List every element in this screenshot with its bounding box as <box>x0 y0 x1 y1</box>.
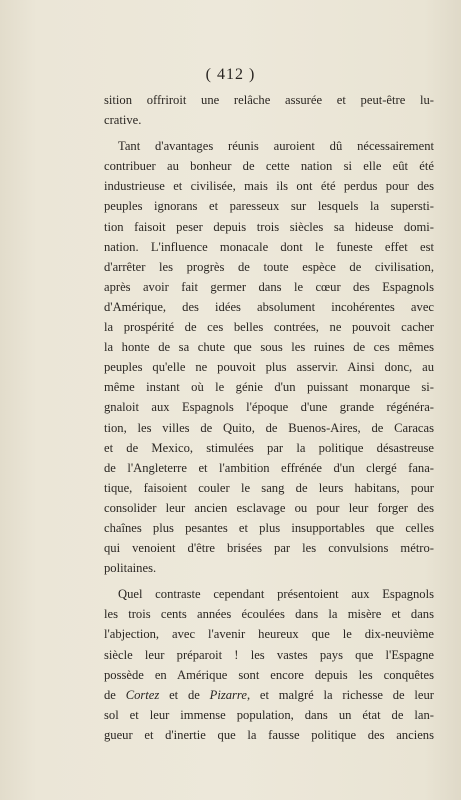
text-line: et de Mexico, stimulées par la politique désastreuse <box>104 440 434 455</box>
text-line: la prospérité de ces belles contrées, ne pouvoit cacher <box>104 320 434 335</box>
page-number: ( 412 ) <box>205 66 256 83</box>
text-line: sition offriroit une relâche assurée et peut-être lu- <box>104 93 434 107</box>
text-line: peuples ignorans et paresseux sur lesquels la supersti- <box>104 199 434 214</box>
text-line: possède en Amérique sont encore depuis les conquêtes <box>104 667 434 682</box>
text-line: tique, faisoient couler le sang de leurs habitans, pour <box>104 480 434 495</box>
text-line: après avoir fait germer dans le cœur des Espagnols <box>104 279 434 294</box>
text-line: crative. <box>104 113 142 128</box>
text-line: Tant d'avantages réunis auroient dû nécessairement <box>118 139 434 154</box>
text-line: consolider leur ancien esclavage ou pour leur forger des <box>104 500 434 515</box>
text-line: peuples qu'elle ne pouvoit plus asservir. Ainsi donc, au <box>104 360 434 375</box>
text-line: gueur et d'inertie que la fausse politique des anciens <box>104 727 434 742</box>
text-line: de l'Angleterre et l'ambition effrénée d'un clergé fana- <box>104 460 434 475</box>
text-line: tion faisoit peser depuis trois siècles sa hideuse domi- <box>104 219 434 234</box>
text-line: siècle leur préparoit ! les vastes pays que l'Espagne <box>104 647 434 662</box>
text-line: industrieuse et civilisée, mais ils ont été perdus pour des <box>104 179 434 194</box>
text-line: d'Amérique, des idées absolument incohérentes avec <box>104 299 434 314</box>
text-line: sol et leur immense population, dans un état de lan- <box>104 707 434 722</box>
text-line: la honte de sa chute que sous les ruines de ces mêmes <box>104 340 434 355</box>
text-line: qui venoient d'être brisées par les convulsions métro- <box>104 541 434 556</box>
paragraph-1 <box>104 90 434 130</box>
body-text <box>104 90 434 745</box>
text-line: de Cortez et de Pizarre, et malgré la richesse de leur <box>104 687 434 702</box>
text-line: contribuer au bonheur de cette nation si elle eût été <box>104 159 434 174</box>
text-line: même instant où le génie d'un puissant monarque si- <box>104 380 434 395</box>
text-line: gnaloit aux Espagnols l'époque d'une grande régénéra- <box>104 400 434 415</box>
paragraph-2 <box>104 136 434 578</box>
text-line: politaines. <box>104 561 157 576</box>
paragraph-3 <box>104 584 434 745</box>
text-line: d'arrêter les progrès de toute espèce de civilisation, <box>104 259 434 274</box>
text-line: chaînes plus pesantes et plus insupportables que celles <box>104 520 434 535</box>
text-line: nation. L'influence monacale dont le funeste effet est <box>104 239 434 254</box>
text-line: tion, les villes de Quito, de Buenos-Aires, de Caracas <box>104 420 434 435</box>
text-line: les trois cents années écoulées dans la misère et dans <box>104 607 434 622</box>
text-line: Quel contraste cependant présentoient aux Espagnols <box>118 587 434 602</box>
text-line: l'abjection, avec l'avenir heureux que le dix-neuvième <box>104 627 434 642</box>
